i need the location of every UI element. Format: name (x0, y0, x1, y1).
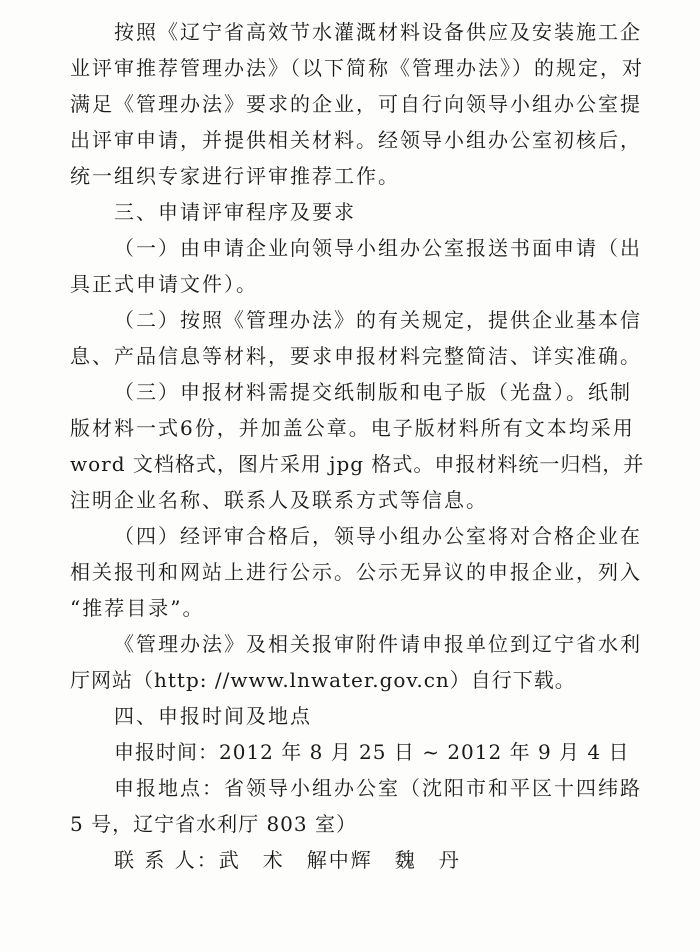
text-line: 厅网站（http: //www.lnwater.gov.cn）自行下载。 (70, 668, 576, 692)
text-line: 按照《辽宁省高效节水灌溉材料设备供应及安装施工企 (114, 20, 642, 44)
text-line: 满足《管理办法》要求的企业，可自行向领导小组办公室提 (70, 92, 642, 116)
text-line: 统一组织专家进行评审推荐工作。 (70, 164, 400, 188)
text-line: 注明企业名称、联系人及联系方式等信息。 (70, 488, 488, 512)
application-time: 申报时间：2012 年 8 月 25 日 ~ 2012 年 9 月 4 日 (114, 740, 630, 764)
text-line: 申报地点：省领导小组办公室（沈阳市和平区十四纬路 (114, 776, 642, 800)
text-line: 相关报刊和网站上进行公示。公示无异议的申报企业，列入 (70, 560, 642, 584)
text-line: （一）由申请企业向领导小组办公室报送书面申请（出 (114, 236, 642, 260)
text-line: 5 号，辽宁省水利厅 803 室） (70, 812, 357, 836)
text-line: 具正式申请文件）。 (70, 272, 258, 296)
text-line: 出评审申请，并提供相关材料。经领导小组办公室初核后， (70, 128, 642, 152)
text-line: （二）按照《管理办法》的有关规定，提供企业基本信 (114, 308, 642, 332)
text-line: 息、产品信息等材料，要求申报材料完整简洁、详实准确。 (70, 344, 642, 368)
contact-line: 联 系 人：武 术 解中辉 魏 丹 (114, 848, 461, 872)
text-line: 《管理办法》及相关报审附件请申报单位到辽宁省水利 (114, 632, 642, 656)
text-line: （四）经评审合格后，领导小组办公室将对合格企业在 (114, 524, 642, 548)
text-line: 版材料一式6份，并加盖公章。电子版材料所有文本均采用 (70, 416, 635, 440)
text-line: “推荐目录”。 (70, 596, 205, 620)
text-line: （三）申报材料需提交纸制版和电子版（光盘）。纸制 (114, 380, 632, 404)
text-line: 业评审推荐管理办法》（以下简称《管理办法》）的规定，对 (70, 56, 644, 80)
text-line: word 文档格式，图片采用 jpg 格式。申报材料统一归档，并 (70, 452, 645, 476)
document-body (70, 14, 645, 878)
section-heading-4: 四、申报时间及地点 (114, 704, 312, 728)
section-heading-3: 三、申请评审程序及要求 (114, 200, 356, 224)
